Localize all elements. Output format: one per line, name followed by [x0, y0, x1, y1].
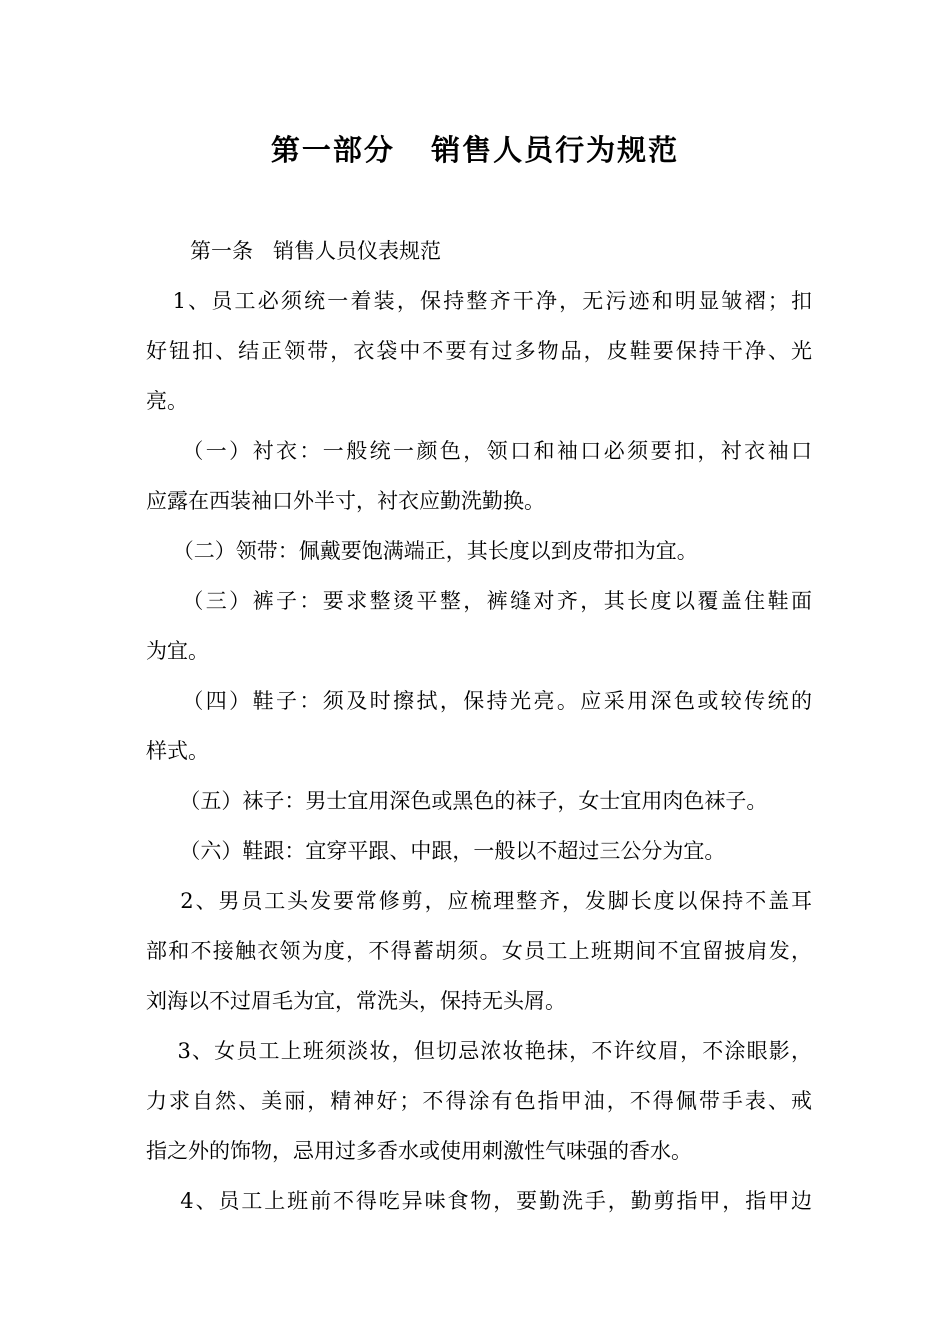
body-line: 指之外的饰物，忌用过多香水或使用刺激性气味强的香水。	[146, 1139, 692, 1163]
body-line: （一）衬衣：一般统一颜色，领口和袖口必须要扣，衬衣袖口	[146, 439, 812, 463]
body-line: 应露在西装袖口外半寸，衬衣应勤洗勤换。	[146, 489, 545, 513]
body-line: 1、员工必须统一着装，保持整齐干净，无污迹和明显皱褶；扣	[146, 289, 812, 313]
body-line: 2、男员工头发要常修剪，应梳理整齐，发脚长度以保持不盖耳	[146, 889, 812, 913]
body-line: 刘海以不过眉毛为宜，常洗头，保持无头屑。	[146, 989, 566, 1013]
body-line: （三）裤子：要求整烫平整，裤缝对齐，其长度以覆盖住鞋面	[146, 589, 812, 613]
body-line: 亮。	[146, 389, 188, 413]
body-line: 样式。	[146, 739, 209, 763]
body-line: 4、员工上班前不得吃异味食物，要勤洗手，勤剪指甲，指甲边	[146, 1189, 812, 1213]
document-title: 第一部分 销售人员行为规范	[270, 133, 680, 167]
body-line: （二）领带：佩戴要饱满端正，其长度以到皮带扣为宜。	[146, 539, 698, 563]
body-line: 部和不接触衣领为度，不得蓄胡须。女员工上班期间不宜留披肩发，	[146, 939, 812, 963]
body-line: 好钮扣、结正领带，衣袋中不要有过多物品，皮鞋要保持干净、光	[146, 339, 812, 363]
body-line: （四）鞋子：须及时擦拭，保持光亮。应采用深色或较传统的	[146, 689, 812, 713]
article-heading: 第一条 销售人员仪表规范	[190, 239, 442, 263]
body-line: 为宜。	[146, 639, 209, 663]
body-line: 3、女员工上班须淡妆，但切忌浓妆艳抹，不许纹眉，不涂眼影，	[146, 1039, 812, 1063]
body-line: 力求自然、美丽，精神好；不得涂有色指甲油，不得佩带手表、戒	[146, 1089, 812, 1113]
body-line: （五）袜子：男士宜用深色或黑色的袜子，女士宜用肉色袜子。	[146, 789, 768, 813]
body-line: （六）鞋跟：宜穿平跟、中跟，一般以不超过三公分为宜。	[146, 839, 726, 863]
